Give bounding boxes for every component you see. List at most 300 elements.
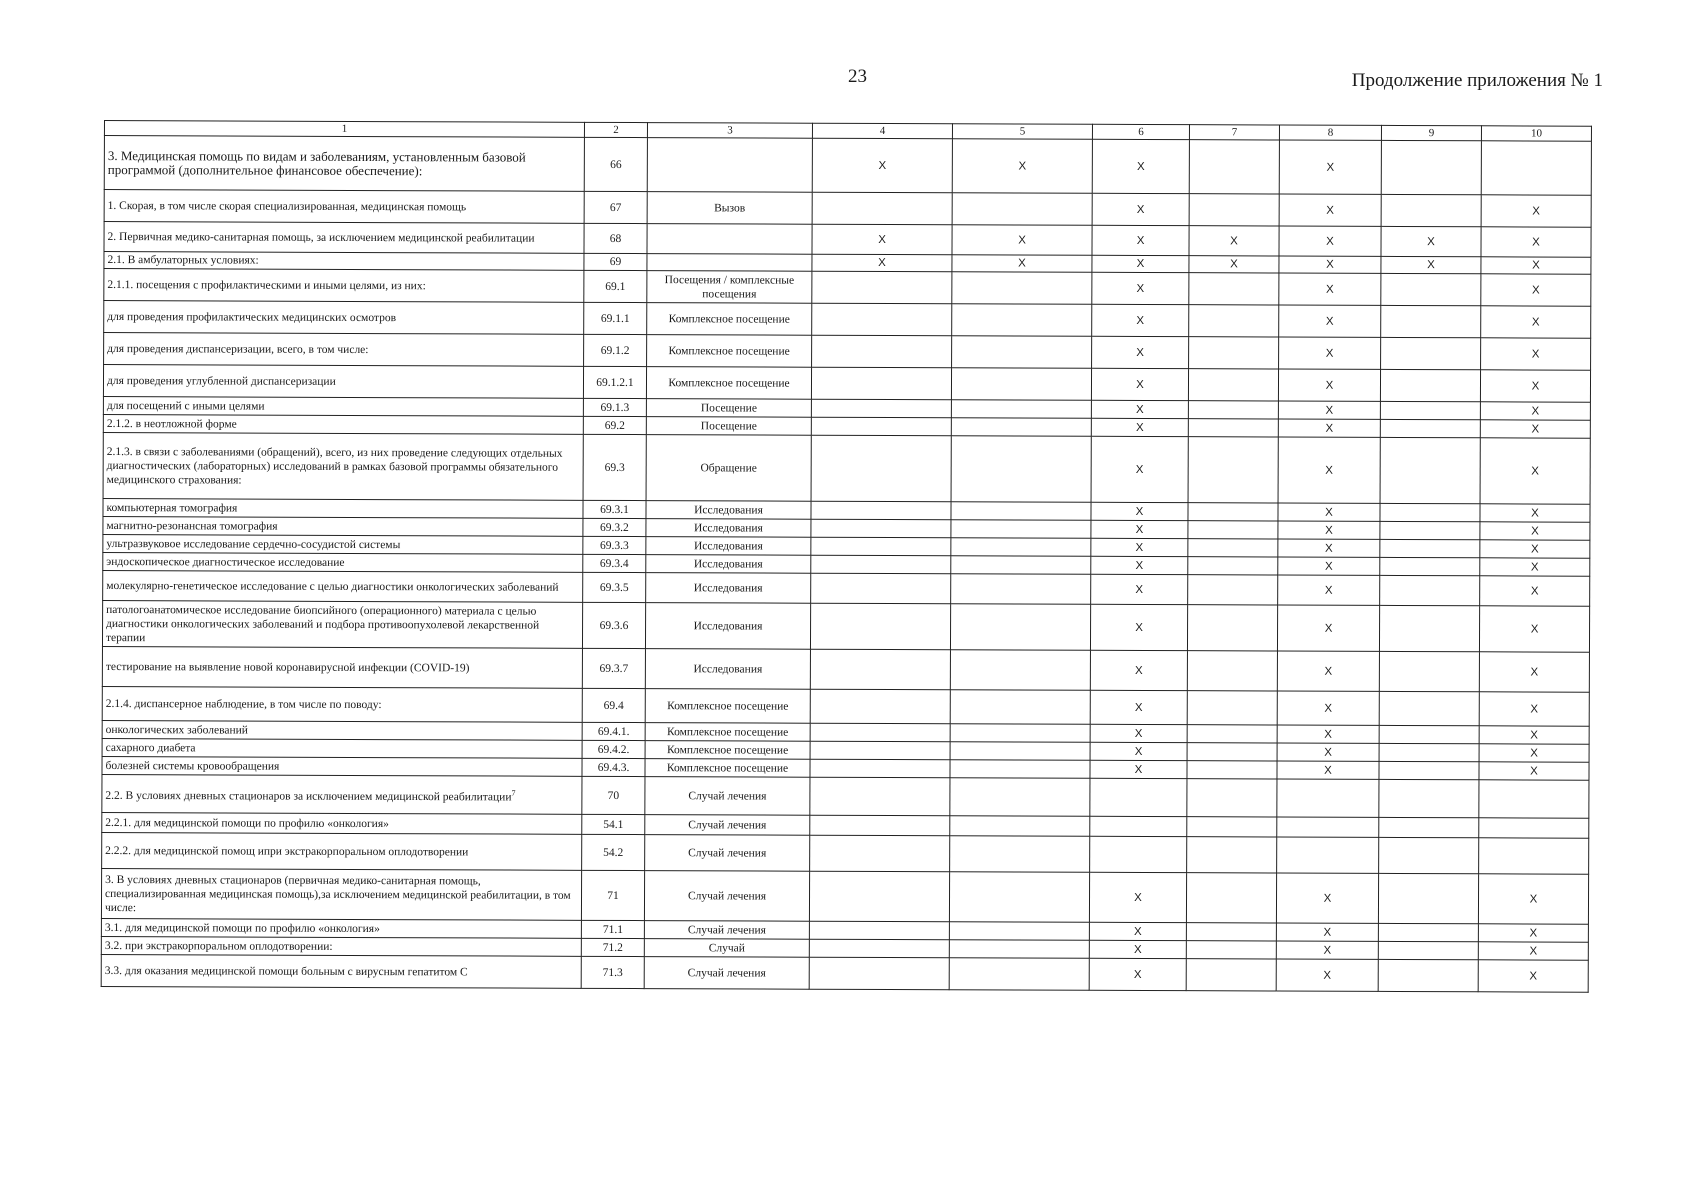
mark-cell bbox=[1381, 194, 1481, 226]
row-code: 69.1.1 bbox=[584, 302, 647, 334]
mark-cell bbox=[1188, 557, 1278, 575]
row-name-cell bbox=[102, 832, 582, 870]
mark-cell: X bbox=[1478, 924, 1588, 942]
mark-cell bbox=[1187, 779, 1277, 817]
mark-cell: X bbox=[1089, 940, 1186, 958]
mark-cell: X bbox=[1277, 743, 1379, 761]
row-name: магнитно-резонансная томография bbox=[106, 519, 278, 533]
row-unit: Случай лечения bbox=[645, 777, 810, 816]
mark-cell bbox=[1381, 140, 1481, 194]
mark-cell bbox=[1187, 605, 1277, 651]
mark-cell bbox=[1479, 838, 1589, 874]
mark-cell bbox=[811, 519, 951, 538]
row-code: 71.2 bbox=[581, 938, 644, 956]
mark-cell bbox=[1380, 437, 1480, 503]
row-code: 69.3.3 bbox=[583, 536, 646, 554]
row-name: 2.2.1. для медицинской помощи по профилю «онкология» bbox=[105, 816, 389, 830]
row-name-cell bbox=[103, 498, 583, 518]
mark-cell bbox=[1380, 369, 1480, 401]
mark-cell bbox=[1189, 273, 1279, 305]
row-name-cell bbox=[102, 738, 582, 758]
mark-cell bbox=[810, 815, 950, 836]
mark-cell bbox=[1187, 837, 1277, 873]
mark-cell bbox=[1379, 779, 1479, 817]
mark-cell bbox=[950, 724, 1090, 743]
row-code: 71 bbox=[581, 870, 644, 920]
mark-cell: X bbox=[1092, 255, 1189, 272]
mark-cell bbox=[1380, 503, 1480, 521]
row-name-cell bbox=[104, 222, 584, 254]
mark-cell bbox=[812, 271, 952, 304]
mark-cell: X bbox=[1381, 256, 1481, 273]
mark-cell bbox=[1479, 818, 1589, 838]
mark-cell: X bbox=[1481, 195, 1591, 227]
row-code: 69.3.2 bbox=[583, 518, 646, 536]
page-number: 23 bbox=[848, 66, 867, 87]
row-code: 67 bbox=[584, 191, 647, 223]
row-code: 69.2 bbox=[583, 416, 646, 434]
mark-cell bbox=[810, 759, 950, 778]
mark-cell: X bbox=[1277, 651, 1379, 691]
row-name: 3.1. для медицинской помощи по профилю «онкология» bbox=[104, 921, 380, 935]
mark-cell bbox=[809, 957, 949, 990]
mark-cell bbox=[950, 816, 1090, 837]
row-name-cell bbox=[101, 954, 581, 988]
mark-cell: X bbox=[1091, 556, 1188, 574]
row-name: патологоанатомическое исследование биопсийного (операционного) материала с целью диагностики онкологических заболеваний и подбора противоопухолевой лекарственной терапии bbox=[105, 603, 540, 644]
mark-cell: X bbox=[1091, 400, 1188, 418]
mark-cell bbox=[811, 399, 951, 418]
row-unit: Посещения / комплексные посещения bbox=[647, 271, 812, 304]
mark-cell bbox=[1479, 780, 1589, 818]
row-name-cell bbox=[103, 570, 583, 602]
mark-cell bbox=[1381, 337, 1481, 369]
mark-cell: X bbox=[1090, 760, 1187, 778]
mark-cell: X bbox=[1091, 368, 1188, 400]
mark-cell bbox=[951, 538, 1091, 557]
row-name: 3. Медицинская помощь по видам и заболеваниям, установленным базовой программой (дополнительное финансовое обеспечение): bbox=[107, 147, 526, 178]
mark-cell bbox=[810, 723, 950, 742]
row-code: 66 bbox=[584, 137, 647, 191]
row-code: 69.1.3 bbox=[583, 398, 646, 416]
row-name: болезней системы кровообращения bbox=[105, 759, 280, 773]
mark-cell bbox=[810, 835, 950, 872]
row-name-cell bbox=[104, 333, 584, 367]
mark-cell: X bbox=[1279, 194, 1381, 226]
mark-cell: X bbox=[1279, 305, 1381, 337]
mark-cell bbox=[951, 502, 1091, 521]
mark-cell bbox=[951, 368, 1091, 401]
mark-cell bbox=[1379, 725, 1479, 743]
mark-cell: X bbox=[1279, 337, 1381, 369]
mark-cell bbox=[950, 836, 1090, 873]
mark-cell bbox=[952, 336, 1092, 369]
mark-cell bbox=[811, 367, 951, 400]
mark-cell bbox=[1379, 605, 1479, 651]
mark-cell bbox=[952, 272, 1092, 305]
row-name: компьютерная томография bbox=[106, 501, 238, 515]
mark-cell: X bbox=[952, 139, 1092, 194]
row-unit: Исследования bbox=[646, 519, 811, 538]
row-name-cell bbox=[101, 936, 581, 956]
mark-cell: X bbox=[1091, 538, 1188, 556]
mark-cell bbox=[1090, 778, 1187, 816]
table-row bbox=[103, 432, 1590, 504]
table-row bbox=[101, 868, 1588, 924]
row-code: 69.3.4 bbox=[583, 554, 646, 572]
mark-cell bbox=[1188, 401, 1278, 419]
mark-cell: X bbox=[1480, 402, 1590, 420]
row-unit: Комплексное посещение bbox=[647, 303, 812, 336]
mark-cell bbox=[1186, 959, 1276, 991]
mark-cell bbox=[949, 872, 1089, 923]
table-row bbox=[102, 686, 1589, 726]
mark-cell bbox=[1277, 779, 1379, 817]
mark-cell bbox=[951, 520, 1091, 539]
row-name: 2.1.3. в связи с заболеваниями (обращений), всего, из них проведение следующих отдельных диагностических (лабораторных) исследований в рамках базовой программы обязательного медицинского страхования: bbox=[106, 445, 563, 487]
mark-cell: X bbox=[1481, 338, 1591, 370]
mark-cell bbox=[950, 604, 1090, 651]
mark-cell bbox=[1380, 575, 1480, 605]
mark-cell bbox=[951, 436, 1091, 503]
mark-cell bbox=[810, 603, 950, 650]
mark-cell: X bbox=[1480, 420, 1590, 438]
mark-cell bbox=[811, 417, 951, 436]
column-number: 8 bbox=[1279, 125, 1381, 140]
mark-cell: X bbox=[1278, 539, 1380, 557]
mark-cell bbox=[1188, 369, 1278, 401]
mark-cell bbox=[1379, 837, 1479, 873]
mark-cell bbox=[1189, 337, 1279, 369]
mark-cell bbox=[1381, 305, 1481, 337]
row-unit bbox=[647, 138, 812, 193]
row-code: 69.3.7 bbox=[582, 648, 645, 688]
mark-cell: X bbox=[1480, 540, 1590, 558]
mark-cell bbox=[1378, 941, 1478, 959]
mark-cell: X bbox=[1479, 652, 1589, 692]
mark-cell: X bbox=[1091, 436, 1188, 502]
row-name-cell bbox=[104, 301, 584, 335]
column-number: 7 bbox=[1189, 125, 1279, 140]
mark-cell: X bbox=[1090, 690, 1187, 724]
row-unit: Комплексное посещение bbox=[646, 367, 811, 400]
mark-cell bbox=[949, 958, 1089, 991]
mark-cell: X bbox=[1277, 761, 1379, 779]
mark-cell: X bbox=[1479, 606, 1589, 652]
mark-cell: X bbox=[1092, 304, 1189, 336]
row-name: ультразвуковое исследование сердечно-сосудистой системы bbox=[106, 537, 401, 551]
mark-cell: X bbox=[1478, 874, 1588, 924]
row-code: 71.3 bbox=[581, 956, 644, 988]
mark-cell: X bbox=[1189, 256, 1279, 273]
mark-cell bbox=[950, 690, 1090, 725]
row-name: для посещений с иными целями bbox=[106, 399, 265, 413]
mark-cell bbox=[812, 192, 952, 225]
row-name: онкологических заболеваний bbox=[105, 723, 248, 737]
mark-cell bbox=[1090, 836, 1187, 872]
mark-cell: X bbox=[1276, 959, 1378, 991]
row-name: 3.3. для оказания медицинской помощи больным с вирусным гепатитом С bbox=[104, 964, 468, 978]
mark-cell bbox=[950, 742, 1090, 761]
mark-cell: X bbox=[1381, 226, 1481, 256]
mark-cell bbox=[1379, 743, 1479, 761]
row-code: 69.1 bbox=[584, 270, 647, 302]
mark-cell bbox=[809, 939, 949, 958]
mark-cell: X bbox=[1092, 336, 1189, 368]
row-name-cell bbox=[103, 396, 583, 416]
row-unit: Случай лечения bbox=[644, 871, 809, 922]
mark-cell bbox=[1187, 761, 1277, 779]
mark-cell bbox=[811, 501, 951, 520]
mark-cell: X bbox=[1276, 941, 1378, 959]
column-number: 5 bbox=[952, 124, 1092, 140]
mark-cell: X bbox=[1278, 557, 1380, 575]
mark-cell: X bbox=[1092, 139, 1189, 193]
row-name-cell bbox=[101, 918, 581, 938]
mark-cell bbox=[1380, 521, 1480, 539]
row-code: 69.3.1 bbox=[583, 500, 646, 518]
mark-cell bbox=[1186, 941, 1276, 959]
row-name: для проведения диспансеризации, всего, в том числе: bbox=[107, 342, 369, 356]
mark-cell: X bbox=[1481, 227, 1591, 257]
row-unit: Исследования bbox=[646, 501, 811, 520]
mark-cell: X bbox=[1479, 744, 1589, 762]
mark-cell bbox=[1188, 539, 1278, 557]
table-row bbox=[104, 136, 1591, 196]
mark-cell bbox=[1189, 194, 1279, 226]
row-code: 70 bbox=[582, 776, 645, 814]
row-name: сахарного диабета bbox=[105, 741, 196, 754]
mark-cell bbox=[811, 537, 951, 556]
mark-cell bbox=[1186, 923, 1276, 941]
row-name: 2.1. В амбулаторных условиях: bbox=[107, 254, 259, 267]
row-name: 2.2. В условиях дневных стационаров за исключением медицинской реабилитации bbox=[105, 789, 512, 803]
mark-cell: X bbox=[1089, 922, 1186, 940]
row-name: 3.2. при экстракорпоральном оплодотворении: bbox=[104, 939, 333, 953]
row-unit: Вызов bbox=[647, 192, 812, 225]
mark-cell: X bbox=[1480, 558, 1590, 576]
mark-cell bbox=[809, 921, 949, 940]
row-name: для проведения профилактических медицинских осмотров bbox=[107, 310, 397, 324]
mark-cell: X bbox=[1091, 520, 1188, 538]
mark-cell: X bbox=[1478, 942, 1588, 960]
row-unit bbox=[647, 254, 812, 272]
mark-cell: X bbox=[1480, 576, 1590, 606]
mark-cell bbox=[1379, 761, 1479, 779]
mark-cell: X bbox=[1279, 140, 1381, 194]
row-name: 2.2.2. для медицинской помощ ипри экстракорпоральном оплодотворении bbox=[105, 844, 469, 858]
row-unit: Случай лечения bbox=[645, 815, 810, 836]
mark-cell bbox=[812, 335, 952, 368]
mark-cell: X bbox=[1090, 724, 1187, 742]
row-name: 2.1.4. диспансерное наблюдение, в том числе по поводу: bbox=[105, 697, 382, 711]
mark-cell bbox=[951, 556, 1091, 575]
footnote-marker: 7 bbox=[511, 788, 516, 798]
mark-cell: X bbox=[1278, 521, 1380, 539]
mark-cell bbox=[1380, 557, 1480, 575]
row-name: 1. Скорая, в том числе скорая специализированная, медицинская помощь bbox=[107, 199, 467, 213]
row-name-cell bbox=[102, 812, 582, 834]
row-unit: Комплексное посещение bbox=[645, 759, 810, 778]
mark-cell bbox=[810, 689, 950, 724]
row-code: 69.4.1. bbox=[582, 722, 645, 740]
mark-cell bbox=[811, 573, 951, 604]
mark-cell bbox=[1188, 419, 1278, 437]
mark-cell: X bbox=[1481, 257, 1591, 274]
mark-cell bbox=[951, 418, 1091, 437]
mark-cell bbox=[949, 940, 1089, 959]
services-table bbox=[101, 120, 1592, 993]
mark-cell: X bbox=[1277, 691, 1379, 725]
mark-cell: X bbox=[1276, 873, 1378, 923]
mark-cell: X bbox=[1479, 692, 1589, 726]
mark-cell: X bbox=[1278, 437, 1380, 503]
mark-cell: X bbox=[1092, 272, 1189, 304]
mark-cell bbox=[1378, 873, 1478, 923]
mark-cell bbox=[1481, 141, 1591, 195]
row-unit: Случай bbox=[644, 939, 809, 958]
mark-cell bbox=[811, 435, 951, 502]
row-name: 3. В условиях дневных стационаров (первичная медико-санитарная помощь, специализированная медицинская помощь),за исключением медицинской реабилитации, в том числе: bbox=[104, 873, 571, 914]
row-name-cell bbox=[103, 516, 583, 536]
mark-cell bbox=[809, 871, 949, 922]
column-number: 3 bbox=[647, 123, 812, 139]
mark-cell bbox=[1188, 521, 1278, 539]
row-name: для проведения углубленной диспансеризации bbox=[106, 374, 336, 388]
row-name-cell bbox=[103, 365, 583, 399]
mark-cell bbox=[1380, 539, 1480, 557]
mark-cell bbox=[1380, 419, 1480, 437]
column-number: 6 bbox=[1092, 124, 1189, 139]
mark-cell bbox=[950, 778, 1090, 817]
mark-cell bbox=[1189, 305, 1279, 337]
row-name-cell bbox=[103, 414, 583, 434]
mark-cell bbox=[952, 193, 1092, 226]
row-name: молекулярно-генетическое исследование с целью диагностики онкологических заболеваний bbox=[106, 579, 559, 594]
mark-cell: X bbox=[1090, 604, 1187, 650]
row-unit: Комплексное посещение bbox=[645, 689, 810, 724]
mark-cell bbox=[1188, 575, 1278, 605]
mark-cell: X bbox=[1089, 872, 1186, 922]
table-row bbox=[102, 832, 1589, 874]
mark-cell bbox=[1188, 503, 1278, 521]
mark-cell bbox=[1187, 743, 1277, 761]
row-code: 69 bbox=[584, 253, 647, 270]
mark-cell: X bbox=[1189, 226, 1279, 256]
row-code: 54.2 bbox=[582, 834, 645, 870]
row-code: 69.3.5 bbox=[583, 572, 646, 602]
row-unit bbox=[647, 224, 812, 255]
row-name-cell bbox=[104, 252, 584, 271]
row-code: 69.4.3. bbox=[582, 758, 645, 776]
row-unit: Случай лечения bbox=[644, 957, 809, 990]
row-name-cell bbox=[102, 646, 582, 688]
mark-cell bbox=[1380, 401, 1480, 419]
mark-cell: X bbox=[812, 138, 952, 193]
mark-cell: X bbox=[1481, 306, 1591, 338]
column-number: 2 bbox=[584, 122, 647, 137]
mark-cell: X bbox=[1278, 401, 1380, 419]
row-name: 2.1.2. в неотложной форме bbox=[106, 417, 237, 431]
mark-cell: X bbox=[812, 224, 952, 255]
mark-cell bbox=[810, 649, 950, 690]
mark-cell bbox=[1187, 691, 1277, 725]
mark-cell: X bbox=[952, 225, 1092, 256]
mark-cell bbox=[950, 650, 1090, 691]
row-name-cell bbox=[104, 269, 584, 303]
row-unit: Исследования bbox=[645, 603, 810, 650]
mark-cell bbox=[1277, 837, 1379, 873]
mark-cell bbox=[1090, 816, 1187, 836]
mark-cell: X bbox=[1279, 226, 1381, 256]
row-unit: Комплексное посещение bbox=[645, 723, 810, 742]
row-name-cell bbox=[104, 190, 584, 224]
mark-cell: X bbox=[812, 254, 952, 272]
mark-cell: X bbox=[1277, 605, 1379, 651]
row-name: тестирование на выявление новой коронавирусной инфекции (COVID-19) bbox=[105, 660, 470, 674]
row-unit: Случай лечения bbox=[644, 921, 809, 940]
row-code: 69.1.2 bbox=[584, 334, 647, 366]
row-name-cell bbox=[103, 552, 583, 572]
row-code: 68 bbox=[584, 223, 647, 253]
mark-cell: X bbox=[1278, 369, 1380, 401]
mark-cell: X bbox=[1092, 225, 1189, 255]
mark-cell: X bbox=[1091, 574, 1188, 604]
mark-cell bbox=[951, 574, 1091, 605]
row-name-cell bbox=[102, 774, 582, 814]
column-number: 10 bbox=[1481, 126, 1591, 141]
row-name-cell bbox=[102, 600, 582, 648]
row-name-cell bbox=[101, 868, 581, 920]
row-unit: Посещение bbox=[646, 399, 811, 418]
row-code: 69.3.6 bbox=[582, 602, 645, 648]
row-name-cell bbox=[104, 136, 584, 192]
mark-cell: X bbox=[1090, 650, 1187, 690]
mark-cell bbox=[1186, 873, 1276, 923]
row-code: 69.4 bbox=[582, 688, 645, 722]
row-unit: Комплексное посещение bbox=[645, 741, 810, 760]
mark-cell: X bbox=[1276, 923, 1378, 941]
row-unit: Исследования bbox=[645, 649, 810, 690]
mark-cell: X bbox=[1277, 725, 1379, 743]
mark-cell bbox=[1188, 437, 1278, 503]
row-name: эндоскопическое диагностическое исследование bbox=[106, 555, 345, 569]
mark-cell: X bbox=[1480, 522, 1590, 540]
row-unit: Обращение bbox=[646, 435, 811, 502]
mark-cell: X bbox=[1278, 503, 1380, 521]
row-unit: Исследования bbox=[646, 537, 811, 556]
row-unit: Исследования bbox=[646, 573, 811, 604]
mark-cell bbox=[950, 760, 1090, 779]
row-unit: Исследования bbox=[646, 555, 811, 574]
row-name: 2.1.1. посещения с профилактическими и иными целями, из них: bbox=[107, 278, 426, 292]
mark-cell bbox=[1378, 959, 1478, 991]
mark-cell: X bbox=[1089, 958, 1186, 990]
mark-cell bbox=[1187, 725, 1277, 743]
row-unit: Случай лечения bbox=[645, 835, 810, 872]
mark-cell: X bbox=[1480, 504, 1590, 522]
row-name-cell bbox=[103, 534, 583, 554]
mark-cell: X bbox=[1278, 419, 1380, 437]
mark-cell: X bbox=[1279, 256, 1381, 273]
mark-cell: X bbox=[1091, 502, 1188, 520]
mark-cell bbox=[1189, 140, 1279, 194]
mark-cell bbox=[1379, 691, 1479, 725]
mark-cell: X bbox=[1279, 273, 1381, 305]
mark-cell bbox=[1379, 817, 1479, 837]
mark-cell bbox=[1378, 923, 1478, 941]
row-name-cell bbox=[102, 686, 582, 722]
